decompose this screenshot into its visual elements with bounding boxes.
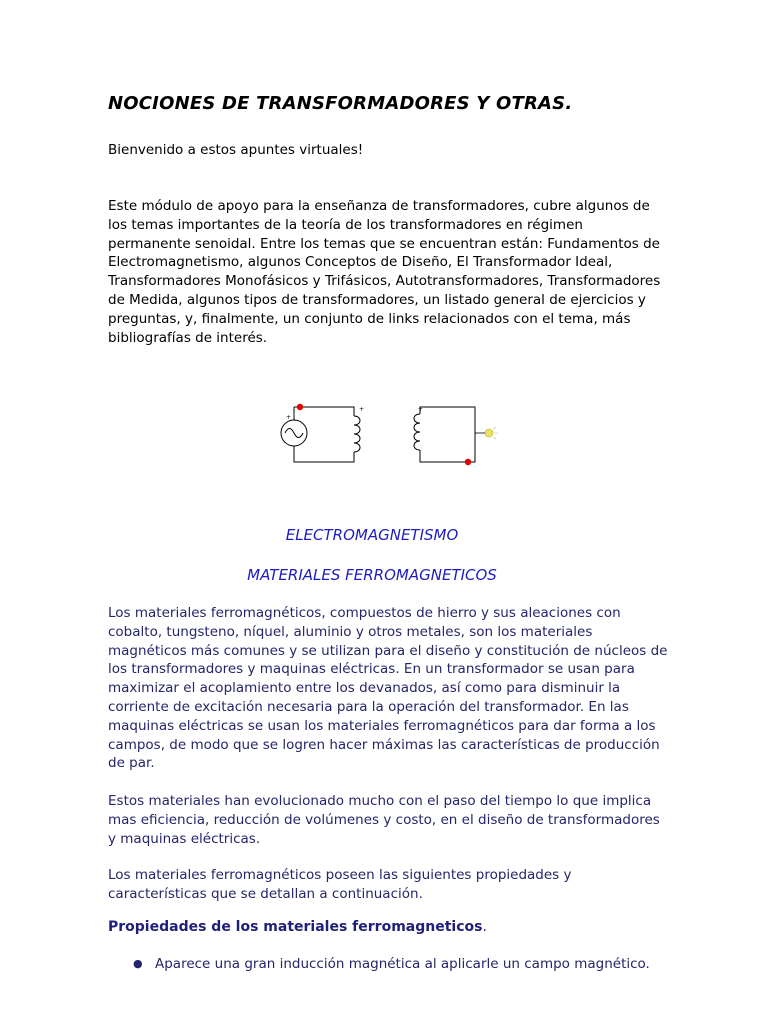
page-title: NOCIONES DE TRANSFORMADORES Y OTRAS. <box>108 93 573 114</box>
red-dot-icon <box>465 459 471 465</box>
list-item-text: Aparece una gran inducción magnética al aplicarle un campo magnético. <box>155 956 650 972</box>
intro-paragraph: Este módulo de apoyo para la enseñanza de transformadores, cubre algunos de los temas importantes de la teoría de los transformadores en régimen permanente senoidal. Entre los temas que se encuentran están: Fundamentos de Electromagnetismo, algunos Conceptos de Diseño, El Transformador Ideal, Transformadores Monofásicos y Trifásicos, Autotransformadores, Transformadores de Medida, algunos tipos de transformadores, un listado general de ejercicios y preguntas, y, finalmente, un conjunto de links relacionados con el tema, más bibliografías de interés. <box>108 198 661 346</box>
primary-coil-icon <box>354 416 360 452</box>
polarity-mark: + <box>418 406 424 413</box>
secondary-coil-icon <box>414 414 420 450</box>
paragraph-propiedades-intro: Los materiales ferromagnéticos poseen las siguientes propiedades y características que se detallan a continuación. <box>108 867 572 902</box>
lamp-icon <box>475 427 498 439</box>
secondary-circuit <box>414 407 475 462</box>
properties-heading-text: Propiedades de los materiales ferromagneticos <box>108 919 483 935</box>
list-item <box>108 956 650 972</box>
properties-list <box>108 956 650 972</box>
bullet-icon: ● <box>133 957 143 970</box>
polarity-mark: + <box>359 406 365 413</box>
section-heading-electromagnetismo: ELECTROMAGNETISMO <box>285 526 459 544</box>
properties-heading <box>108 919 487 935</box>
red-dot-icon <box>297 404 303 410</box>
primary-circuit <box>281 407 360 462</box>
welcome-text: Bienvenido a estos apuntes virtuales! <box>108 142 364 158</box>
paragraph-evolucion: Estos materiales han evolucionado mucho con el paso del tiempo lo que implica mas eficiencia, reducción de volúmenes y costo, en el diseño de transformadores y maquinas eléctricas. <box>108 793 660 847</box>
polarity-mark: + <box>286 414 292 421</box>
properties-heading-period: . <box>482 919 487 935</box>
transformer-circuit-diagram <box>276 396 500 470</box>
section-heading-materiales: MATERIALES FERROMAGNETICOS <box>247 566 497 584</box>
paragraph-materiales: Los materiales ferromagnéticos, compuestos de hierro y sus aleaciones con cobalto, tungsteno, níquel, aluminio y otros metales, son los materiales magnéticos más comunes y se utilizan para el diseño y constitución de núcleos de los transformadores y maquinas eléctricas. En un transformador se usan para maximizar el acoplamiento entre los devanados, así como para disminuir la corriente de excitación necesaria para la operación del transformador. En las maquinas eléctricas se usan los materiales ferromagnéticos para dar forma a los campos, de modo que se logren hacer máximas las características de producción de par. <box>108 605 668 772</box>
